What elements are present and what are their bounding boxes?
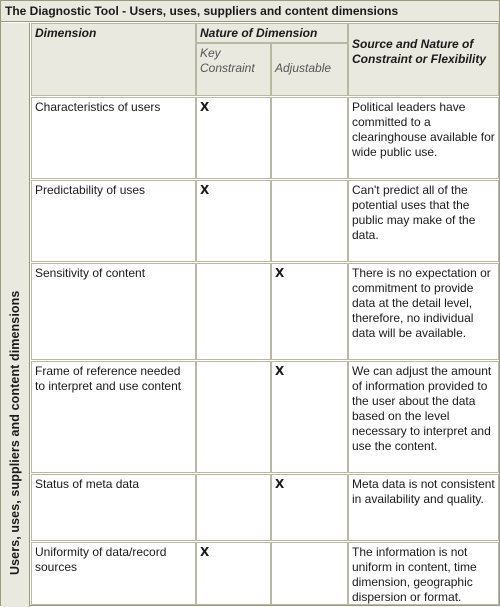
- table-row-dimension: Characteristics of users: [31, 97, 196, 179]
- table-row-adjustable-mark: X: [271, 474, 348, 541]
- table-row-adjustable-mark: [271, 180, 348, 262]
- table-row-source: Political leaders have committed to a clearinghouse available for wide public use.: [348, 97, 499, 179]
- table-title: The Diagnostic Tool - Users, uses, suppliers and content dimensions: [1, 1, 499, 22]
- table-row-dimension: Uniformity of data/record sources: [31, 542, 196, 605]
- table-row-adjustable-mark: X: [271, 361, 348, 473]
- table-row-key-constraint-mark: X: [196, 97, 271, 179]
- sidebar-category-label: Users, uses, suppliers and content dimensions: [8, 290, 22, 575]
- table-row-key-constraint-mark: X: [196, 542, 271, 605]
- header-source-nature: Source and Nature of Constraint or Flexibility: [348, 23, 499, 96]
- sidebar-category: [1, 23, 30, 607]
- table-row-source: Meta data is not consistent in availability and quality.: [348, 474, 499, 541]
- table-row-key-constraint-mark: [196, 361, 271, 473]
- table-row-dimension: Sensitivity of content: [31, 263, 196, 360]
- table-row-dimension: Predictability of uses: [31, 180, 196, 262]
- table-row-key-constraint-mark: [196, 474, 271, 541]
- table-row-source: There is no expectation or commitment to provide data at the detail level, therefore, no individual data will be available.: [348, 263, 499, 360]
- table-row-key-constraint-mark: [196, 263, 271, 360]
- table-row-dimension: Status of meta data: [31, 474, 196, 541]
- table-row-source: We can adjust the amount of information provided to the user about the data based on the level necessary to interpret and use the content.: [348, 361, 499, 473]
- header-nature-of-dimension: Nature of Dimension: [196, 23, 348, 43]
- table-row-source: The information is not uniform in content, time dimension, geographic dispersion or format.: [348, 542, 499, 605]
- table-row-key-constraint-mark: X: [196, 180, 271, 262]
- table-row-adjustable-mark: X: [271, 263, 348, 360]
- header-adjustable: Adjustable: [271, 43, 348, 96]
- header-key-constraint: Key Constraint: [196, 43, 271, 96]
- table-row-adjustable-mark: [271, 97, 348, 179]
- table-row-adjustable-mark: [271, 542, 348, 605]
- table-row-source: Can't predict all of the potential uses that the public may make of the data.: [348, 180, 499, 262]
- table-row-dimension: Frame of reference needed to interpret and use content: [31, 361, 196, 473]
- header-dimension: Dimension: [31, 23, 196, 96]
